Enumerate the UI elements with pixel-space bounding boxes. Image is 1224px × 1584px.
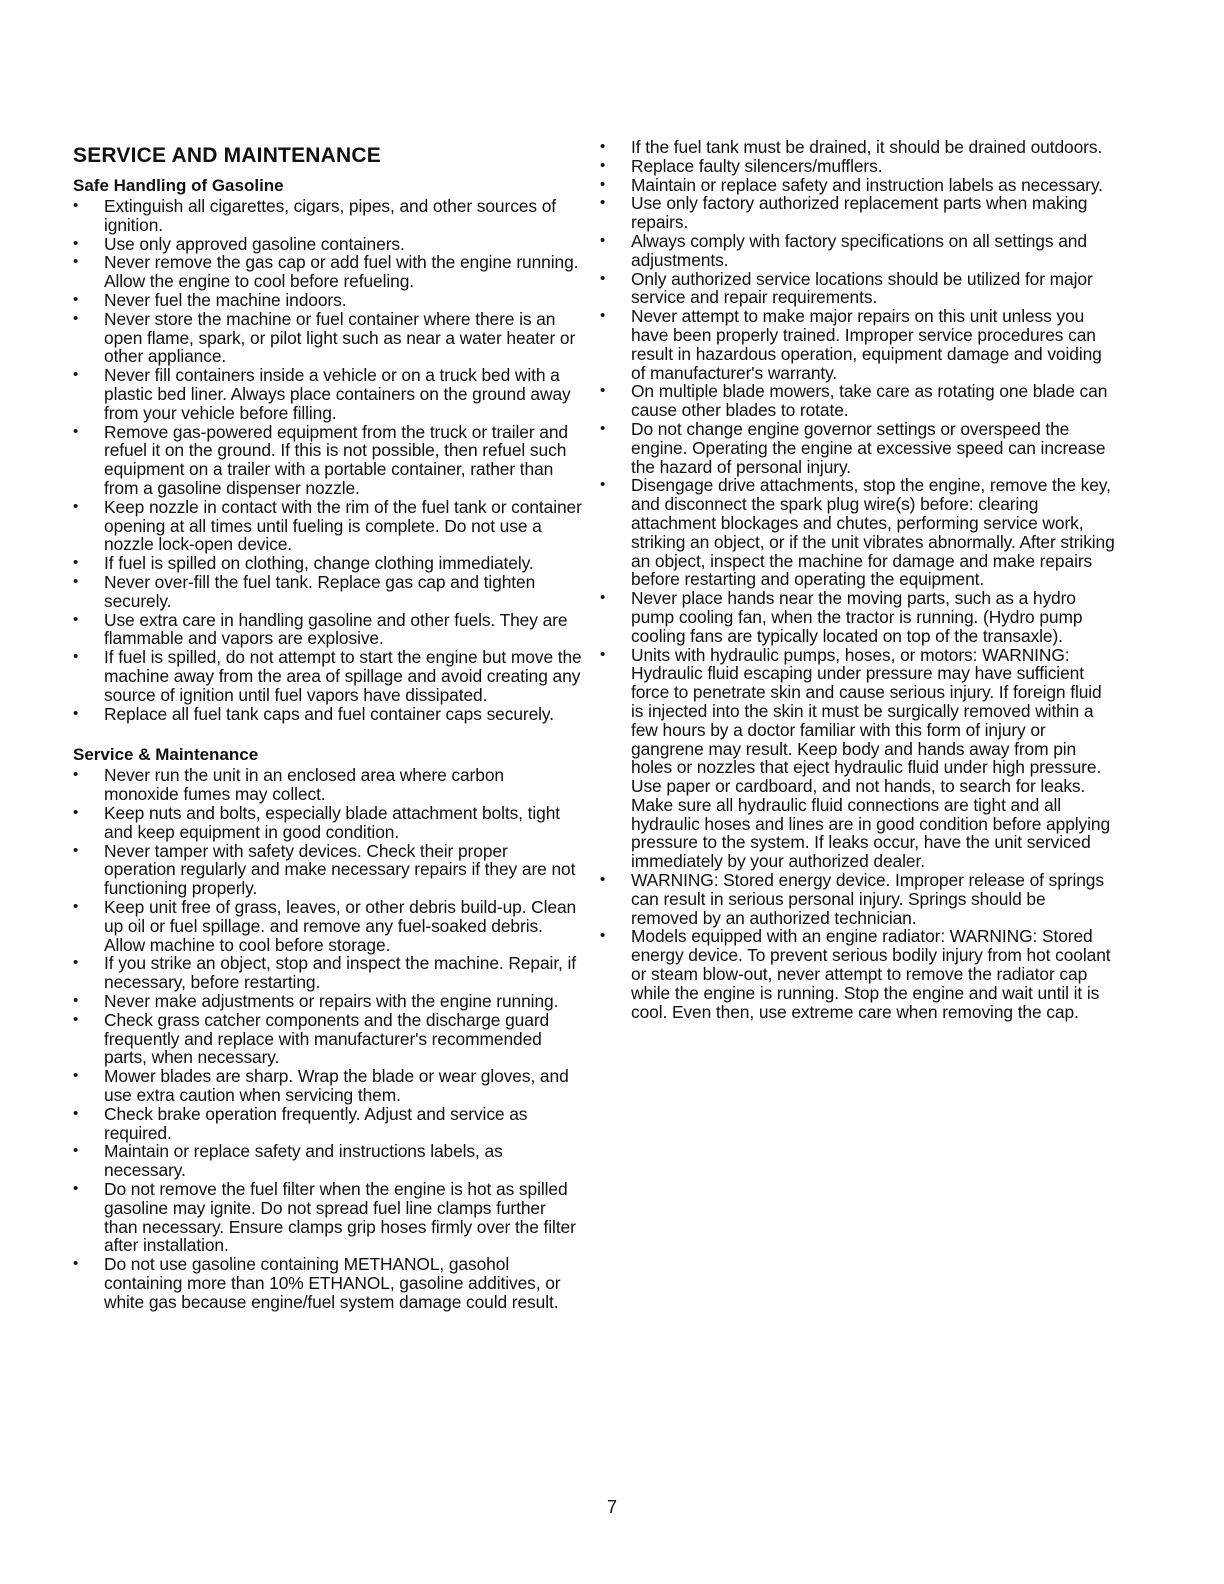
list-item: • Never store the machine or fuel container where there is an open flame, spark, or pilot light such as near a water heater or other appliance. — [73, 310, 583, 366]
list-item: • Keep nuts and bolts, especially blade attachment bolts, tight and keep equipment in good condition. — [73, 804, 583, 842]
list-item: • Check grass catcher components and the discharge guard frequently and replace with manufacturer's recommended parts, when necessary. — [73, 1011, 583, 1067]
list-item: • Remove gas-powered equipment from the truck or trailer and refuel it on the ground. If this is not possible, then refuel such equipment on a trailer with a portable container, rather than from a gasoline dispenser nozzle. — [73, 423, 583, 498]
list-item: • Disengage drive attachments, stop the engine, remove the key, and disconnect the spark plug wire(s) before: clearing attachment blockages and chutes, performing service work, striking an object, or if the unit vibrates abnormally. After striking an object, inspect the machine for damage and make repairs before restarting and operating the equipment. — [600, 476, 1115, 589]
list-item: • Never fill containers inside a vehicle or on a truck bed with a plastic bed liner. Always place containers on the ground away from your vehicle before filling. — [73, 366, 583, 422]
list-item: • Never run the unit in an enclosed area where carbon monoxide fumes may collect. — [73, 766, 583, 804]
section-title-service-maintenance: Service & Maintenance — [73, 745, 259, 765]
section-service-maintenance — [73, 745, 583, 1311]
list-item: • Never over-fill the fuel tank. Replace gas cap and tighten securely. — [73, 573, 583, 611]
list-item: • If the fuel tank must be drained, it should be drained outdoors. — [600, 138, 1115, 157]
bullet-list-service-maintenance — [73, 766, 583, 1311]
list-item: • Replace faulty silencers/mufflers. — [600, 157, 1115, 176]
list-item: • Mower blades are sharp. Wrap the blade or wear gloves, and use extra caution when servicing them. — [73, 1067, 583, 1105]
right-column — [600, 138, 1115, 1021]
list-item: • Do not use gasoline containing METHANOL, gasohol containing more than 10% ETHANOL, gasoline additives, or white gas because engine/fuel system damage could result. — [73, 1255, 583, 1311]
left-column — [73, 138, 583, 1312]
list-item: • Always comply with factory specifications on all settings and adjustments. — [600, 232, 1115, 270]
list-item: • Maintain or replace safety and instructions labels, as necessary. — [73, 1142, 583, 1180]
list-item: • Use only approved gasoline containers. — [73, 235, 583, 254]
list-item: • If you strike an object, stop and inspect the machine. Repair, if necessary, before restarting. — [73, 954, 583, 992]
list-item: • Keep nozzle in contact with the rim of the fuel tank or container opening at all times until fueling is complete. Do not use a nozzle lock-open device. — [73, 498, 583, 554]
list-item: • Units with hydraulic pumps, hoses, or motors: WARNING: Hydraulic fluid escaping under pressure may have sufficient force to penetrate skin and cause serious injury. If foreign fluid is injected into the skin it must be surgically removed within a few hours by a doctor familiar with this form of injury or gangrene may result. Keep body and hands away from pin holes or nozzles that eject hydraulic fluid under high pressure. Use paper or cardboard, and not hands, to search for leaks. Make sure all hydraulic fluid connections are tight and all hydraulic hoses and lines are in good condition before applying pressure to the system. If leaks occur, have the unit serviced immediately by your authorized dealer. — [600, 646, 1115, 872]
list-item: • Use only factory authorized replacement parts when making repairs. — [600, 194, 1115, 232]
list-item: • Check brake operation frequently. Adjust and service as required. — [73, 1105, 583, 1143]
list-item: • Maintain or replace safety and instruction labels as necessary. — [600, 176, 1115, 195]
list-item: • Never remove the gas cap or add fuel with the engine running. Allow the engine to cool before refueling. — [73, 253, 583, 291]
list-item: • Do not remove the fuel filter when the engine is hot as spilled gasoline may ignite. Do not spread fuel line clamps further than necessary. Ensure clamps grip hoses firmly over the filter after installation. — [73, 1180, 583, 1255]
bullet-list-safe-handling — [73, 197, 583, 723]
section-safe-handling — [73, 176, 583, 723]
list-item: • On multiple blade mowers, take care as rotating one blade can cause other blades to rotate. — [600, 382, 1115, 420]
page-title: SERVICE AND MAINTENANCE — [73, 144, 381, 167]
list-item: • Models equipped with an engine radiator: WARNING: Stored energy device. To prevent serious bodily injury from hot coolant or steam blow-out, never attempt to remove the radiator cap while the engine is running. Stop the engine and wait until it is cool. Even then, use extreme care when removing the cap. — [600, 927, 1115, 1021]
list-item: • Never fuel the machine indoors. — [73, 291, 583, 310]
page-number: 7 — [606, 1497, 617, 1517]
list-item: • Use extra care in handling gasoline and other fuels. They are flammable and vapors are explosive. — [73, 611, 583, 649]
list-item: • Never tamper with safety devices. Check their proper operation regularly and make necessary repairs if they are not functioning properly. — [73, 842, 583, 898]
list-item: • Never attempt to make major repairs on this unit unless you have been properly trained. Improper service procedures can result in hazardous operation, equipment damage and voiding of manufacturer's warranty. — [600, 307, 1115, 382]
list-item: • If fuel is spilled, do not attempt to start the engine but move the machine away from the area of spillage and avoid creating any source of ignition until fuel vapors have dissipated. — [73, 648, 583, 704]
list-item: • Keep unit free of grass, leaves, or other debris build-up. Clean up oil or fuel spillage. and remove any fuel-soaked debris. Allow machine to cool before storage. — [73, 898, 583, 954]
section-title-safe-handling: Safe Handling of Gasoline — [73, 176, 284, 196]
list-item: • If fuel is spilled on clothing, change clothing immediately. — [73, 554, 583, 573]
list-item: • Replace all fuel tank caps and fuel container caps securely. — [73, 705, 583, 724]
list-item: • Never make adjustments or repairs with the engine running. — [73, 992, 583, 1011]
list-item: • Do not change engine governor settings or overspeed the engine. Operating the engine at excessive speed can increase the hazard of personal injury. — [600, 420, 1115, 476]
bullet-list-right — [600, 138, 1115, 1021]
list-item: • Never place hands near the moving parts, such as a hydro pump cooling fan, when the tractor is running. (Hydro pump cooling fans are typically located on top of the transaxle). — [600, 589, 1115, 645]
list-item: • Only authorized service locations should be utilized for major service and repair requirements. — [600, 270, 1115, 308]
list-item: • Extinguish all cigarettes, cigars, pipes, and other sources of ignition. — [73, 197, 583, 235]
list-item: • WARNING: Stored energy device. Improper release of springs can result in serious personal injury. Springs should be removed by an authorized technician. — [600, 871, 1115, 927]
